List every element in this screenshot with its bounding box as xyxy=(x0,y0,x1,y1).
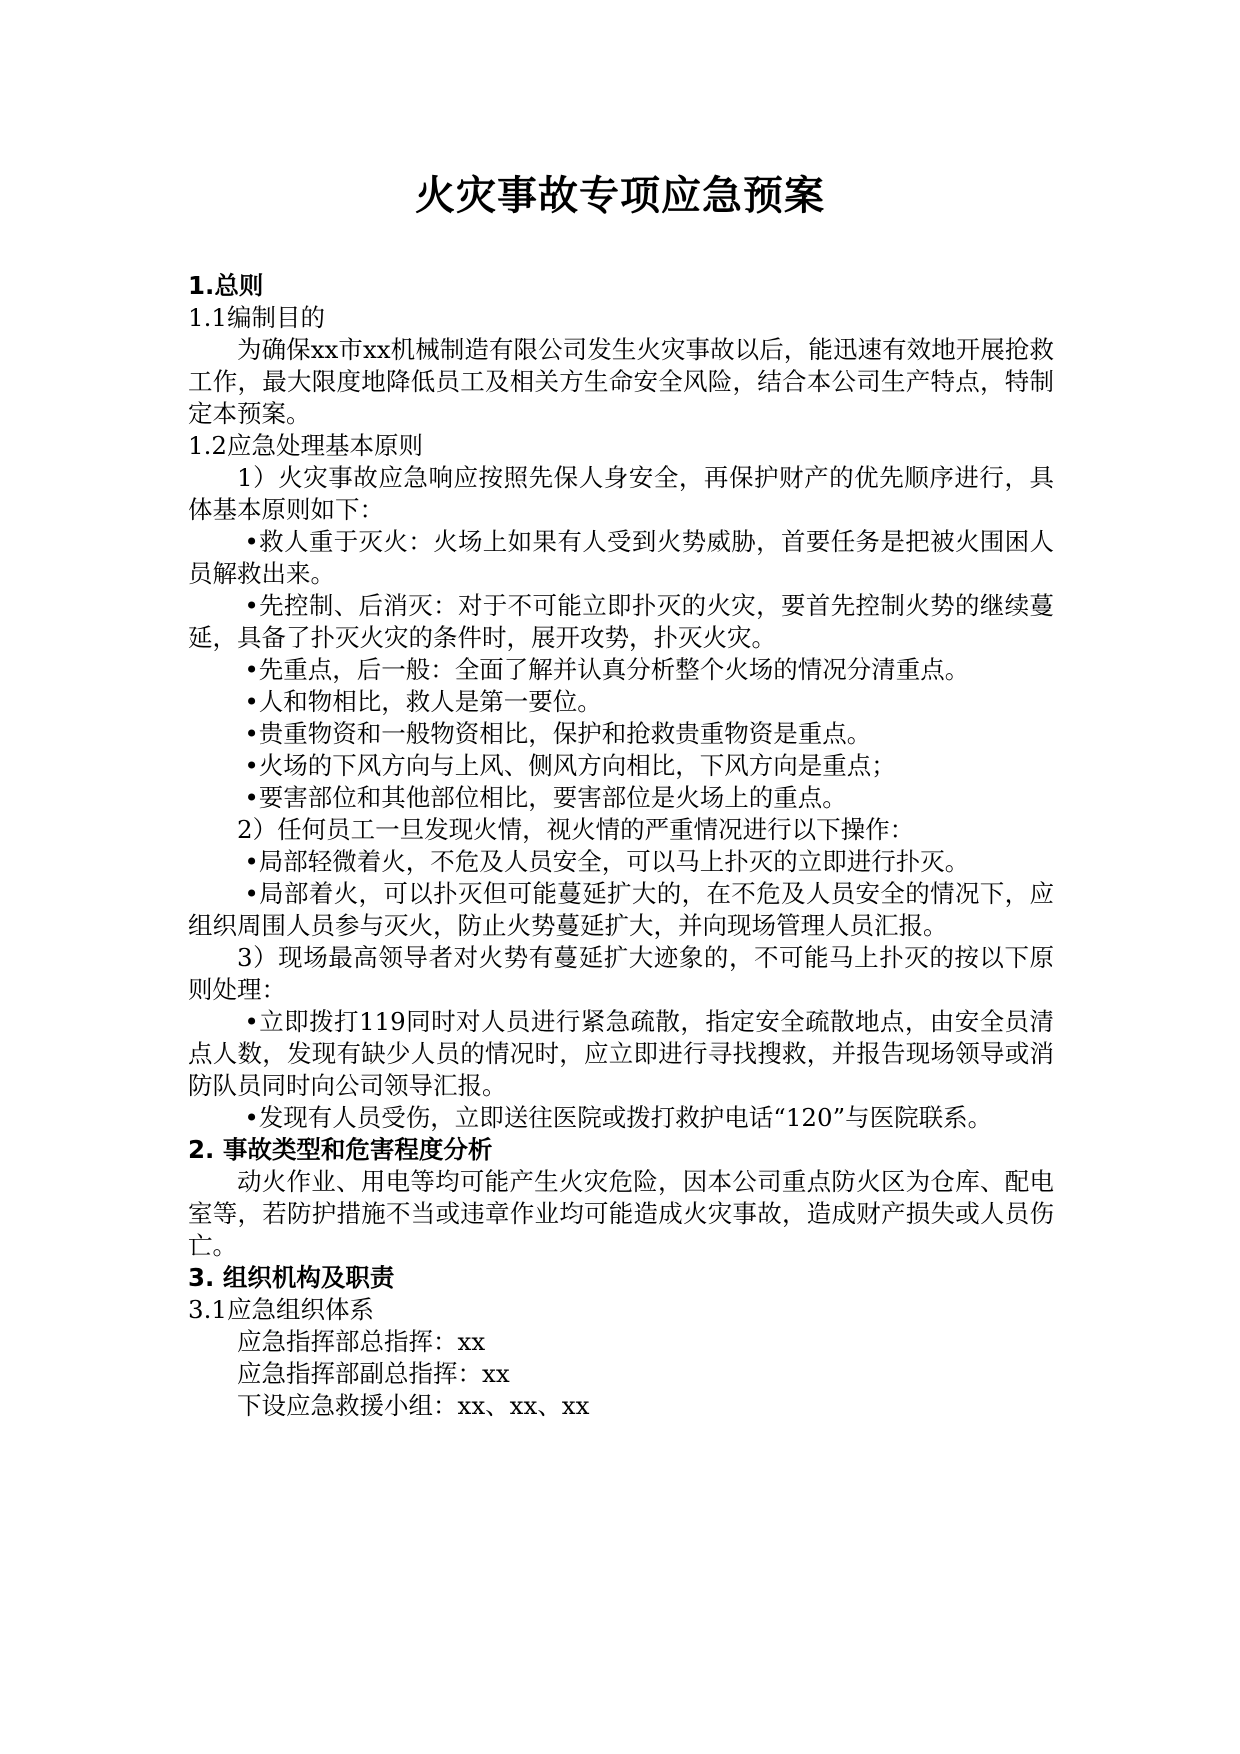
section-heading: 1.总则 xyxy=(188,271,264,300)
document-title: 火灾事故专项应急预案 xyxy=(415,173,825,219)
section-heading: 2. 事故类型和危害程度分析 xyxy=(188,1135,493,1164)
list-line: 下设应急救援小组：xx、xx、xx xyxy=(237,1391,590,1420)
paragraph: 为确保xx市xx机械制造有限公司发生火灾事故以后，能迅速有效地开展抢救工作，最大限度地降低员工及相关方生命安全风险，结合本公司生产特点，特制定本预案。 xyxy=(188,335,1054,428)
bullet-item: •先重点，后一般：全面了解并认真分析整个火场的情况分清重点。 xyxy=(244,655,970,684)
paragraph: 1）火灾事故应急响应按照先保人身安全，再保护财产的优先顺序进行，具体基本原则如下： xyxy=(188,463,1054,524)
bullet-item: •立即拨打119同时对人员进行紧急疏散，指定安全疏散地点，由安全员清点人数，发现有缺少人员的情况时，应立即进行寻找搜救，并报告现场领导或消防队员同时向公司领导汇报。 xyxy=(188,1007,1054,1100)
bullet-item: •发现有人员受伤，立即送往医院或拨打救护电话“120”与医院联系。 xyxy=(244,1103,993,1132)
subsection-heading: 3.1应急组织体系 xyxy=(188,1295,374,1324)
subsection-heading: 1.2应急处理基本原则 xyxy=(188,431,423,460)
bullet-item: •先控制、后消灭：对于不可能立即扑灭的火灾，要首先控制火势的继续蔓延，具备了扑灭火灾的条件时，展开攻势，扑灭火灾。 xyxy=(188,591,1054,652)
paragraph: 2）任何员工一旦发现火情，视火情的严重情况进行以下操作： xyxy=(237,815,915,844)
list-line: 应急指挥部副总指挥：xx xyxy=(237,1359,510,1388)
subsection-heading: 1.1编制目的 xyxy=(188,303,325,332)
bullet-item: •火场的下风方向与上风、侧风方向相比，下风方向是重点； xyxy=(244,751,896,780)
document-body xyxy=(188,270,1054,1422)
bullet-item: •局部轻微着火，不危及人员安全，可以马上扑灭的立即进行扑灭。 xyxy=(244,847,970,876)
bullet-item: •人和物相比，救人是第一要位。 xyxy=(244,687,602,716)
section-heading: 3. 组织机构及职责 xyxy=(188,1263,395,1292)
bullet-item: •救人重于灭火：火场上如果有人受到火势威胁，首要任务是把被火围困人员解救出来。 xyxy=(188,527,1054,588)
paragraph: 3）现场最高领导者对火势有蔓延扩大迹象的，不可能马上扑灭的按以下原则处理： xyxy=(188,943,1054,1004)
paragraph: 动火作业、用电等均可能产生火灾危险，因本公司重点防火区为仓库、配电室等，若防护措施不当或违章作业均可能造成火灾事故，造成财产损失或人员伤亡。 xyxy=(188,1167,1054,1260)
bullet-item: •贵重物资和一般物资相比，保护和抢救贵重物资是重点。 xyxy=(244,719,872,748)
bullet-item: •要害部位和其他部位相比，要害部位是火场上的重点。 xyxy=(244,783,847,812)
bullet-item: •局部着火，可以扑灭但可能蔓延扩大的，在不危及人员安全的情况下，应组织周围人员参与灭火，防止火势蔓延扩大，并向现场管理人员汇报。 xyxy=(188,879,1054,940)
list-line: 应急指挥部总指挥：xx xyxy=(237,1327,486,1356)
